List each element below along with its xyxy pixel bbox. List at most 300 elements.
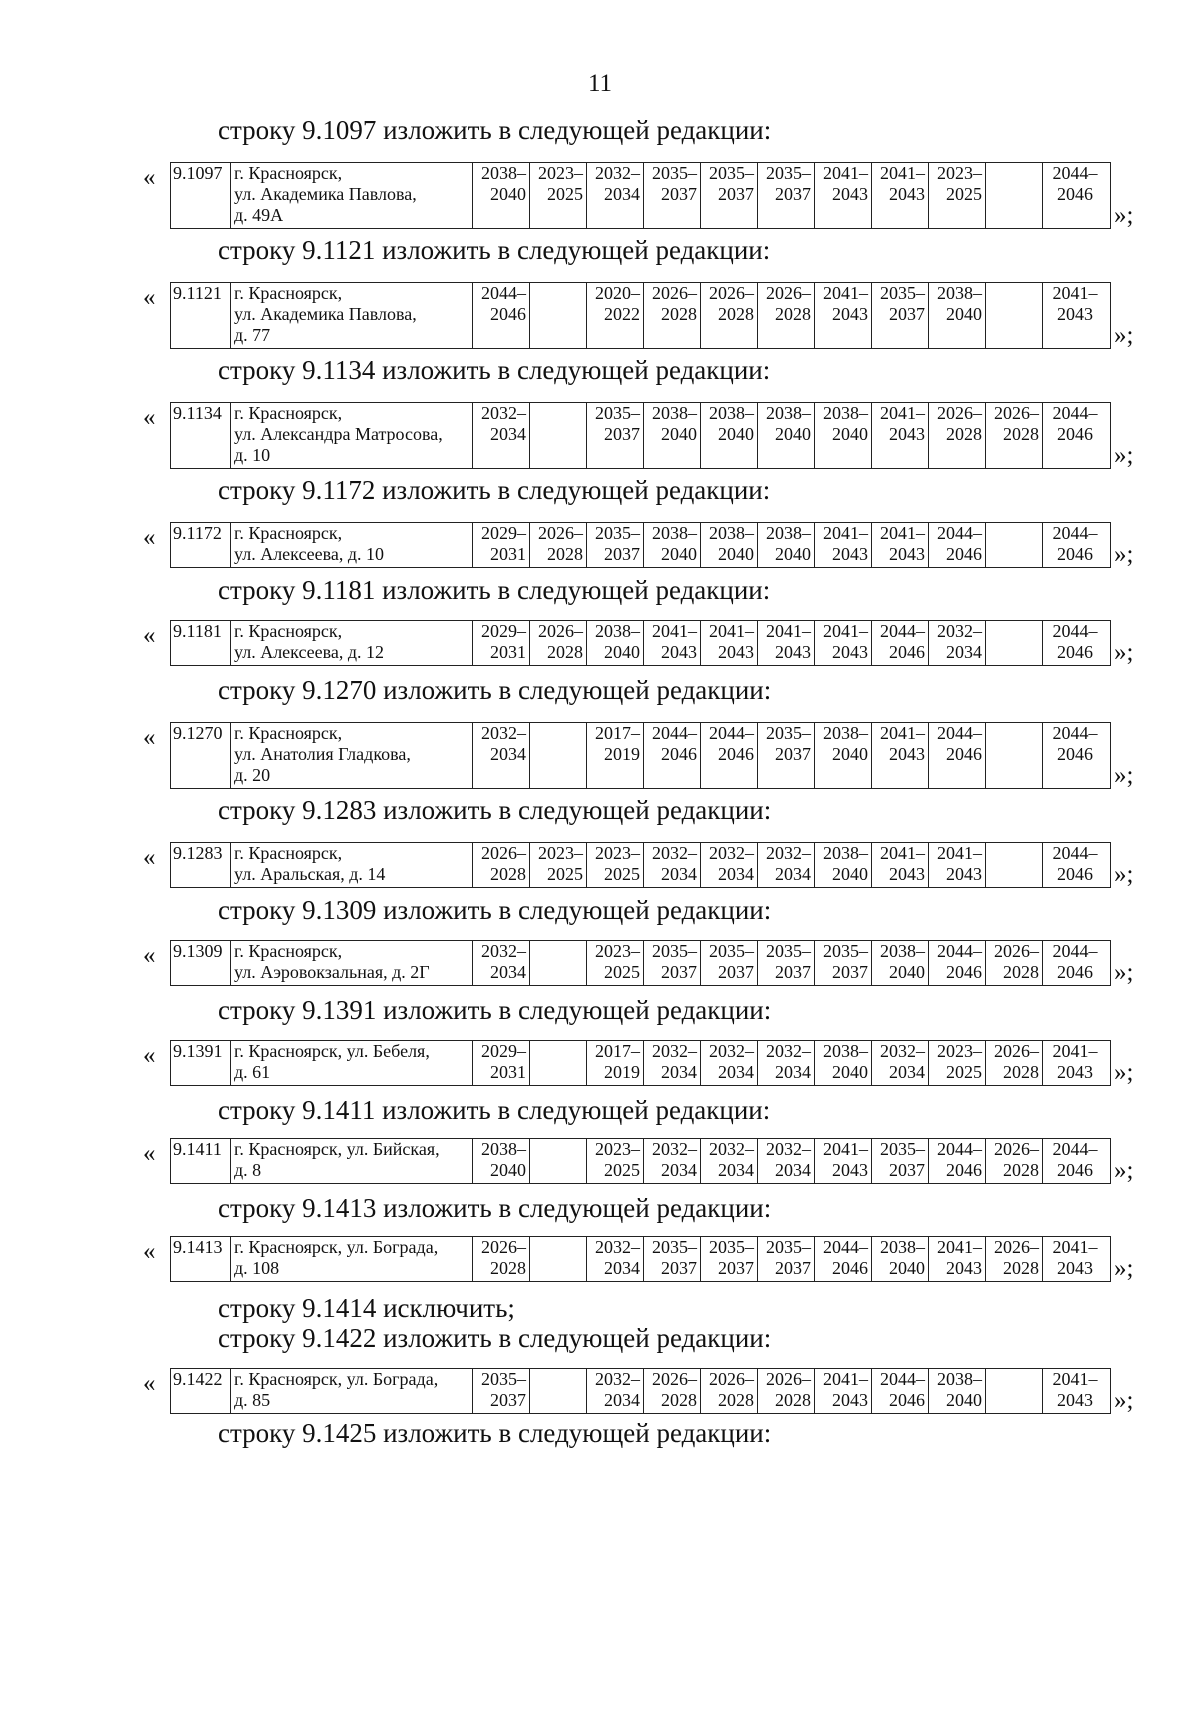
year-value: 2034 xyxy=(718,1062,754,1082)
year-value: 2025 xyxy=(604,962,640,982)
row-instruction: строку 9.1414 исключить; xyxy=(218,1293,515,1323)
year-value: 2037 xyxy=(775,184,811,204)
years-cell xyxy=(587,1237,644,1282)
years-cell xyxy=(929,163,986,229)
row-number-cell: 9.1134 xyxy=(171,403,231,469)
years-cell xyxy=(872,1139,929,1184)
years-cell xyxy=(758,1237,815,1282)
years-cell xyxy=(872,723,929,789)
year-value: 2034 xyxy=(775,1062,811,1082)
year-value: 2041– xyxy=(823,1139,868,1159)
years-cell xyxy=(815,1237,872,1282)
years-cell xyxy=(1043,403,1111,469)
address-line: г. Красноярск, ул. Бограда, xyxy=(234,1369,439,1389)
year-value: 2044– xyxy=(709,723,754,743)
year-value: 2040 xyxy=(490,1160,526,1180)
years-cell xyxy=(644,621,701,666)
address-line: г. Красноярск, xyxy=(234,843,343,863)
row-number-cell: 9.1097 xyxy=(171,163,231,229)
years-cell xyxy=(701,403,758,469)
address-line: ул. Академика Павлова, xyxy=(234,184,417,204)
years-cell xyxy=(473,843,530,888)
year-value: 2026– xyxy=(766,1369,811,1389)
year-value xyxy=(530,283,583,304)
years-cell xyxy=(758,941,815,986)
year-value: 2041– xyxy=(823,523,868,543)
years-cell xyxy=(644,523,701,568)
years-cell xyxy=(986,621,1043,666)
year-value: 2032– xyxy=(481,403,526,423)
address-cell xyxy=(231,1237,473,1282)
year-value: 2043 xyxy=(1057,1390,1093,1410)
year-value: 2044– xyxy=(1052,523,1098,543)
years-cell xyxy=(587,403,644,469)
year-value: 2046 xyxy=(946,962,982,982)
year-value: 2041– xyxy=(823,1369,868,1389)
years-cell xyxy=(758,843,815,888)
year-value: 2032– xyxy=(766,843,811,863)
year-value: 2044– xyxy=(1052,1139,1098,1159)
year-value: 2023– xyxy=(595,1139,640,1159)
year-value: 2034 xyxy=(661,1160,697,1180)
year-value: 2037 xyxy=(889,1160,925,1180)
year-value: 2028 xyxy=(547,642,583,662)
years-cell xyxy=(872,1237,929,1282)
year-value: 2041– xyxy=(1052,1237,1098,1257)
years-cell xyxy=(473,723,530,789)
years-cell xyxy=(758,621,815,666)
year-value: 2038– xyxy=(937,1369,982,1389)
years-cell xyxy=(473,1139,530,1184)
year-value: 2026– xyxy=(709,283,754,303)
address-line: ул. Александра Матросова, xyxy=(234,424,443,444)
row-instruction: строку 9.1422 изложить в следующей редакции: xyxy=(218,1323,772,1353)
year-value xyxy=(530,962,583,983)
year-value: 2031 xyxy=(490,642,526,662)
year-value: 2034 xyxy=(946,642,982,662)
years-cell xyxy=(815,283,872,349)
amendment-table-row xyxy=(170,402,1111,469)
year-value: 2023– xyxy=(595,941,640,961)
address-line: г. Красноярск, xyxy=(234,941,343,961)
year-value: 2037 xyxy=(604,544,640,564)
year-value: 2040 xyxy=(832,864,868,884)
row-number-cell: 9.1283 xyxy=(171,843,231,888)
years-cell xyxy=(986,523,1043,568)
years-cell xyxy=(701,1041,758,1086)
years-cell xyxy=(986,1041,1043,1086)
years-cell xyxy=(815,1369,872,1414)
year-value: 2037 xyxy=(661,1258,697,1278)
years-cell xyxy=(986,1237,1043,1282)
closing-quote: »; xyxy=(1114,442,1134,469)
year-value: 2026– xyxy=(994,1139,1039,1159)
years-cell xyxy=(815,723,872,789)
years-cell xyxy=(473,283,530,349)
years-cell xyxy=(1043,1237,1111,1282)
opening-quote: « xyxy=(143,404,156,431)
year-value: 2038– xyxy=(823,843,868,863)
year-value xyxy=(986,523,1039,544)
year-value: 2044– xyxy=(937,941,982,961)
year-value: 2032– xyxy=(652,1139,697,1159)
year-value xyxy=(530,424,583,445)
year-value xyxy=(986,184,1039,205)
years-cell xyxy=(530,163,587,229)
year-value: 2017– xyxy=(595,723,640,743)
year-value: 2035– xyxy=(766,163,811,183)
years-cell xyxy=(701,843,758,888)
years-cell xyxy=(815,1139,872,1184)
years-cell xyxy=(815,163,872,229)
year-value: 2040 xyxy=(604,642,640,662)
year-value: 2044– xyxy=(880,1369,925,1389)
row-number-cell: 9.1121 xyxy=(171,283,231,349)
years-cell xyxy=(530,523,587,568)
amendment-table-row xyxy=(170,522,1111,568)
year-value: 2026– xyxy=(766,283,811,303)
years-cell xyxy=(587,723,644,789)
address-line: д. 108 xyxy=(234,1258,280,1278)
year-value: 2032– xyxy=(709,843,754,863)
year-value: 2032– xyxy=(481,723,526,743)
years-cell xyxy=(758,723,815,789)
year-value: 2028 xyxy=(547,544,583,564)
year-value xyxy=(986,283,1039,304)
year-value xyxy=(530,744,583,765)
years-cell xyxy=(530,1369,587,1414)
year-value: 2041– xyxy=(652,621,697,641)
year-value: 2026– xyxy=(994,1237,1039,1257)
year-value: 2025 xyxy=(547,864,583,884)
address-line: г. Красноярск, xyxy=(234,403,343,423)
closing-quote: »; xyxy=(1114,322,1134,349)
years-cell xyxy=(872,523,929,568)
year-value: 2023– xyxy=(937,163,982,183)
year-value: 2043 xyxy=(661,642,697,662)
year-value: 2026– xyxy=(709,1369,754,1389)
year-value: 2032– xyxy=(766,1041,811,1061)
year-value: 2041– xyxy=(937,1237,982,1257)
years-cell xyxy=(587,1369,644,1414)
years-cell xyxy=(1043,621,1111,666)
address-line: ул. Алексеева, д. 12 xyxy=(234,642,385,662)
year-value: 2040 xyxy=(889,962,925,982)
year-value: 2038– xyxy=(709,403,754,423)
year-value: 2034 xyxy=(604,1258,640,1278)
year-value: 2038– xyxy=(481,1139,526,1159)
year-value: 2025 xyxy=(547,184,583,204)
year-value: 2037 xyxy=(775,1258,811,1278)
address-cell xyxy=(231,1369,473,1414)
years-cell xyxy=(644,941,701,986)
years-cell xyxy=(758,283,815,349)
year-value xyxy=(530,1237,583,1258)
year-value: 2040 xyxy=(718,424,754,444)
year-value: 2035– xyxy=(595,403,640,423)
row-instruction: строку 9.1121 изложить в следующей редакции: xyxy=(218,235,771,265)
row-instruction: строку 9.1413 изложить в следующей редакции: xyxy=(218,1193,772,1223)
row-number-cell: 9.1411 xyxy=(171,1139,231,1184)
years-cell xyxy=(587,941,644,986)
opening-quote: « xyxy=(143,1238,156,1265)
year-value: 2037 xyxy=(718,962,754,982)
years-cell xyxy=(1043,843,1111,888)
row-instruction: строку 9.1309 изложить в следующей редакции: xyxy=(218,895,772,925)
year-value: 2043 xyxy=(1057,1062,1093,1082)
years-cell xyxy=(530,621,587,666)
year-value: 2046 xyxy=(1057,1160,1093,1180)
years-cell xyxy=(701,723,758,789)
closing-quote: »; xyxy=(1114,959,1134,986)
year-value: 2043 xyxy=(832,304,868,324)
year-value xyxy=(986,864,1039,885)
address-line: ул. Анатолия Гладкова, xyxy=(234,744,411,764)
year-value: 2032– xyxy=(652,843,697,863)
years-cell xyxy=(701,163,758,229)
year-value: 2032– xyxy=(709,1041,754,1061)
year-value: 2035– xyxy=(766,941,811,961)
years-cell xyxy=(1043,1369,1111,1414)
year-value: 2038– xyxy=(823,1041,868,1061)
amendment-table-row xyxy=(170,1368,1111,1414)
address-cell xyxy=(231,723,473,789)
year-value xyxy=(986,304,1039,325)
years-cell xyxy=(929,403,986,469)
years-cell xyxy=(986,283,1043,349)
address-cell xyxy=(231,1041,473,1086)
years-cell xyxy=(929,523,986,568)
opening-quote: « xyxy=(143,1140,156,1167)
year-value: 2034 xyxy=(490,962,526,982)
row-instruction: строку 9.1134 изложить в следующей редакции: xyxy=(218,355,771,385)
years-cell xyxy=(530,1041,587,1086)
year-value: 2032– xyxy=(766,1139,811,1159)
years-cell xyxy=(587,1041,644,1086)
year-value: 2046 xyxy=(490,304,526,324)
years-cell xyxy=(1043,1139,1111,1184)
address-cell xyxy=(231,843,473,888)
years-cell xyxy=(986,1139,1043,1184)
year-value: 2019 xyxy=(604,744,640,764)
year-value: 2044– xyxy=(1052,941,1098,961)
year-value: 2040 xyxy=(661,544,697,564)
row-instruction: строку 9.1411 изложить в следующей редакции: xyxy=(218,1095,771,1125)
year-value: 2035– xyxy=(481,1369,526,1389)
year-value: 2041– xyxy=(880,523,925,543)
year-value: 2040 xyxy=(832,424,868,444)
opening-quote: « xyxy=(143,844,156,871)
years-cell xyxy=(644,843,701,888)
closing-quote: »; xyxy=(1114,762,1134,789)
year-value: 2028 xyxy=(1003,1062,1039,1082)
year-value: 2034 xyxy=(718,864,754,884)
years-cell xyxy=(929,283,986,349)
year-value: 2038– xyxy=(823,723,868,743)
years-cell xyxy=(473,941,530,986)
year-value xyxy=(530,941,583,962)
year-value: 2032– xyxy=(709,1139,754,1159)
year-value: 2043 xyxy=(946,864,982,884)
year-value: 2038– xyxy=(709,523,754,543)
year-value: 2041– xyxy=(823,163,868,183)
year-value: 2026– xyxy=(538,523,583,543)
closing-quote: »; xyxy=(1114,1157,1134,1184)
years-cell xyxy=(872,1041,929,1086)
years-cell xyxy=(986,1369,1043,1414)
year-value: 2037 xyxy=(832,962,868,982)
address-line: г. Красноярск, xyxy=(234,621,343,641)
year-value: 2035– xyxy=(880,283,925,303)
year-value xyxy=(530,1139,583,1160)
year-value xyxy=(530,1369,583,1390)
year-value: 2037 xyxy=(718,1258,754,1278)
year-value: 2041– xyxy=(709,621,754,641)
years-cell xyxy=(872,621,929,666)
year-value: 2044– xyxy=(823,1237,868,1257)
years-cell xyxy=(644,403,701,469)
years-cell xyxy=(1043,163,1111,229)
year-value: 2028 xyxy=(946,424,982,444)
years-cell xyxy=(815,941,872,986)
year-value: 2046 xyxy=(946,1160,982,1180)
year-value: 2037 xyxy=(661,962,697,982)
years-cell xyxy=(1043,1041,1111,1086)
row-instruction: строку 9.1425 изложить в следующей редакции: xyxy=(218,1418,772,1448)
year-value: 2041– xyxy=(1052,1041,1098,1061)
year-value: 2043 xyxy=(832,544,868,564)
year-value: 2041– xyxy=(823,621,868,641)
year-value xyxy=(986,163,1039,184)
year-value: 2040 xyxy=(889,1258,925,1278)
years-cell xyxy=(701,1237,758,1282)
address-cell xyxy=(231,163,473,229)
address-line: д. 20 xyxy=(234,765,271,785)
address-line: г. Красноярск, xyxy=(234,723,343,743)
year-value xyxy=(986,723,1039,744)
year-value: 2046 xyxy=(718,744,754,764)
amendment-table-row xyxy=(170,1236,1111,1282)
years-cell xyxy=(587,163,644,229)
closing-quote: »; xyxy=(1114,1255,1134,1282)
address-line: ул. Аэровокзальная, д. 2Г xyxy=(234,962,430,982)
year-value: 2035– xyxy=(652,1237,697,1257)
years-cell xyxy=(929,843,986,888)
year-value: 2040 xyxy=(832,744,868,764)
year-value: 2040 xyxy=(718,544,754,564)
year-value: 2023– xyxy=(595,843,640,863)
year-value: 2044– xyxy=(937,1139,982,1159)
years-cell xyxy=(929,723,986,789)
year-value: 2035– xyxy=(880,1139,925,1159)
year-value: 2041– xyxy=(823,283,868,303)
year-value: 2041– xyxy=(1052,1369,1098,1389)
year-value: 2034 xyxy=(775,1160,811,1180)
address-line: г. Красноярск, xyxy=(234,523,343,543)
year-value: 2044– xyxy=(481,283,526,303)
year-value: 2029– xyxy=(481,523,526,543)
year-value: 2025 xyxy=(604,864,640,884)
years-cell xyxy=(872,403,929,469)
year-value: 2044– xyxy=(1052,621,1098,641)
amendment-table-row xyxy=(170,842,1111,888)
year-value: 2034 xyxy=(490,744,526,764)
row-instruction: строку 9.1283 изложить в следующей редакции: xyxy=(218,795,772,825)
year-value: 2032– xyxy=(652,1041,697,1061)
years-cell xyxy=(701,621,758,666)
years-cell xyxy=(986,941,1043,986)
year-value: 2035– xyxy=(709,941,754,961)
year-value: 2046 xyxy=(946,744,982,764)
amendment-table-row xyxy=(170,1040,1111,1086)
amendment-table-row xyxy=(170,282,1111,349)
closing-quote: »; xyxy=(1114,202,1134,229)
year-value: 2025 xyxy=(946,184,982,204)
year-value xyxy=(530,1062,583,1083)
year-value: 2035– xyxy=(823,941,868,961)
years-cell xyxy=(530,1237,587,1282)
year-value: 2041– xyxy=(937,843,982,863)
year-value: 2034 xyxy=(661,1062,697,1082)
year-value: 2040 xyxy=(490,184,526,204)
year-value: 2037 xyxy=(889,304,925,324)
year-value: 2028 xyxy=(1003,1160,1039,1180)
years-cell xyxy=(587,283,644,349)
amendment-table-row xyxy=(170,620,1111,666)
row-number-cell: 9.1413 xyxy=(171,1237,231,1282)
address-line: ул. Алексеева, д. 10 xyxy=(234,544,385,564)
years-cell xyxy=(929,1369,986,1414)
year-value: 2037 xyxy=(490,1390,526,1410)
year-value: 2038– xyxy=(595,621,640,641)
years-cell xyxy=(644,723,701,789)
years-cell xyxy=(929,1237,986,1282)
years-cell xyxy=(1043,283,1111,349)
address-line: г. Красноярск, xyxy=(234,283,343,303)
address-line: д. 10 xyxy=(234,445,271,465)
years-cell xyxy=(644,163,701,229)
address-line: г. Красноярск, ул. Бограда, xyxy=(234,1237,439,1257)
year-value: 2032– xyxy=(595,163,640,183)
year-value: 2043 xyxy=(889,424,925,444)
year-value: 2034 xyxy=(889,1062,925,1082)
year-value: 2043 xyxy=(889,184,925,204)
year-value: 2028 xyxy=(661,1390,697,1410)
years-cell xyxy=(929,941,986,986)
years-cell xyxy=(530,941,587,986)
years-cell xyxy=(929,621,986,666)
year-value: 2026– xyxy=(994,403,1039,423)
year-value xyxy=(986,642,1039,663)
page-number: 11 xyxy=(587,70,613,97)
year-value: 2022 xyxy=(604,304,640,324)
year-value: 2034 xyxy=(718,1160,754,1180)
years-cell xyxy=(815,1041,872,1086)
year-value: 2040 xyxy=(832,1062,868,1082)
closing-quote: »; xyxy=(1114,861,1134,888)
year-value: 2026– xyxy=(994,941,1039,961)
year-value: 2043 xyxy=(832,642,868,662)
years-cell xyxy=(473,621,530,666)
year-value: 2017– xyxy=(595,1041,640,1061)
address-line: ул. Аральская, д. 14 xyxy=(234,864,386,884)
address-cell xyxy=(231,403,473,469)
years-cell xyxy=(758,1139,815,1184)
address-cell xyxy=(231,283,473,349)
years-cell xyxy=(872,843,929,888)
year-value: 2046 xyxy=(946,544,982,564)
year-value: 2046 xyxy=(661,744,697,764)
